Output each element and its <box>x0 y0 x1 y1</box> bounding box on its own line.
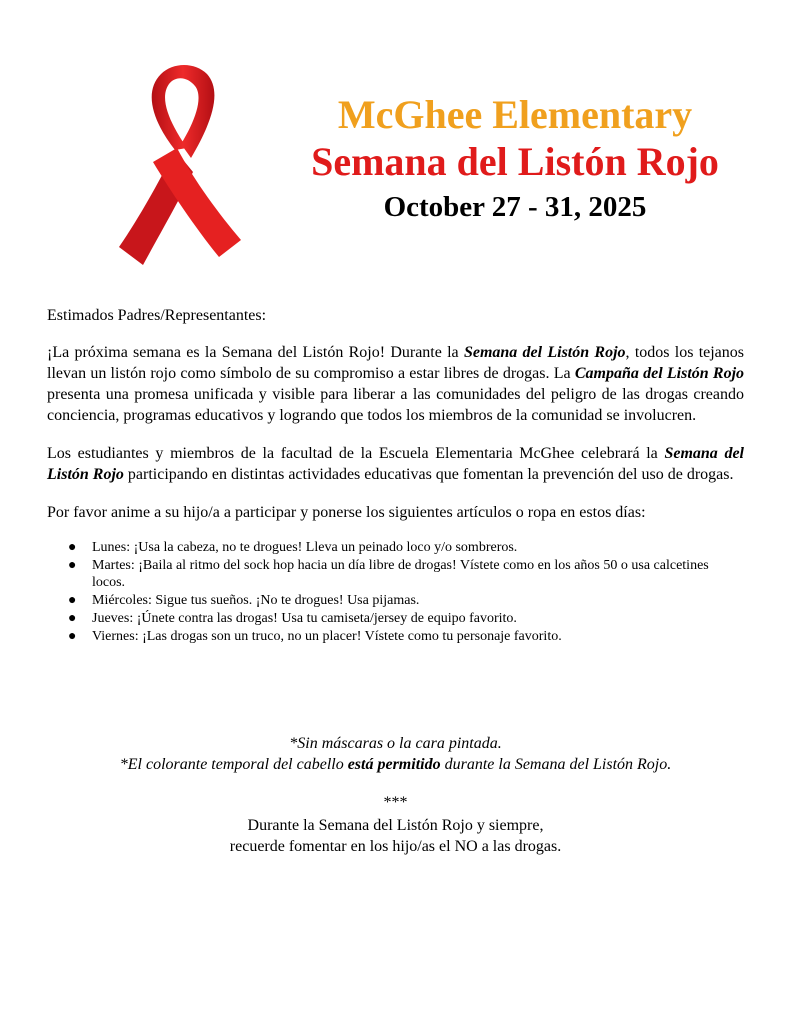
paragraph-1 <box>47 342 744 426</box>
red-ribbon-icon <box>113 62 243 267</box>
event-title: Semana del Listón Rojo <box>311 139 719 184</box>
p1-text-e: presenta una promesa unificada y visible para liberar a las comunidades del peligro de las drogas creando conciencia, programas educativos y logrando que todos los miembros de la comunidad se involucren. <box>47 386 744 424</box>
bullet-icon: ● <box>68 540 77 555</box>
event-dates: October 27 - 31, 2025 <box>383 191 647 223</box>
bullet-icon: ● <box>68 593 77 608</box>
note-text-a: *El colorante temporal del cabello <box>119 756 348 773</box>
bullet-icon: ● <box>68 611 77 626</box>
list-item <box>68 628 744 645</box>
days-list <box>47 539 744 645</box>
closing-line-1: Durante la Semana del Listón Rojo y siempre, <box>247 817 544 834</box>
day-text: Lunes: ¡Usa la cabeza, no te drogues! Lleva un peinado loco y/o sombreros. <box>92 540 518 555</box>
header <box>280 92 750 226</box>
paragraph-3: Por favor anime a su hijo/a a participar y ponerse los siguientes artículos o ropa en estos días: <box>47 504 646 521</box>
day-text: Miércoles: Sigue tus sueños. ¡No te drogues! Usa pijamas. <box>92 593 420 608</box>
day-text: Jueves: ¡Únete contra las drogas! Usa tu camiseta/jersey de equipo favorito. <box>92 611 517 626</box>
note-emphasis: está permitido <box>347 756 441 773</box>
p2-text-c: participando en distintas actividades educativas que fomentan la prevención del uso de drogas. <box>123 466 734 483</box>
p2-text-a: Los estudiantes y miembros de la facultad de la Escuela Elementaria McGhee celebrará la <box>47 445 665 462</box>
list-item <box>68 539 744 556</box>
paragraph-2 <box>47 443 744 485</box>
list-item <box>68 557 744 591</box>
separator-stars: *** <box>383 794 408 811</box>
list-item <box>68 592 744 609</box>
letter-body <box>47 305 744 646</box>
p2-emphasis-b: Semana del Listón Rojo <box>47 445 745 483</box>
p1-text-a: ¡La próxima semana es la Semana del Listón Rojo! Durante la <box>47 344 464 361</box>
p1-emphasis-d: Campaña del Listón Rojo <box>574 365 745 382</box>
salutation: Estimados Padres/Representantes: <box>47 307 267 324</box>
p1-emphasis-b: Semana del Listón Rojo <box>463 344 626 361</box>
closing-line-2: recuerde fomentar en los hijo/as el NO a las drogas. <box>229 838 562 855</box>
note-masks: *Sin máscaras o la cara pintada. <box>289 735 502 752</box>
school-name: McGhee Elementary <box>337 92 693 137</box>
day-text: Martes: ¡Baila al ritmo del sock hop hacia un día libre de drogas! Vístete como en los años 50 o usa calcetines locos. <box>92 558 709 590</box>
day-text: Viernes: ¡Las drogas son un truco, no un placer! Vístete como tu personaje favorito. <box>92 629 562 644</box>
note-text-c: durante la Semana del Listón Rojo. <box>440 756 672 773</box>
note-hair-color <box>47 754 744 775</box>
notes <box>47 733 744 775</box>
closing <box>47 792 744 857</box>
bullet-icon: ● <box>68 629 77 644</box>
p1-text-c: , todos los tejanos llevan un listón rojo como símbolo de su compromiso a estar libres de drogas. La <box>47 344 745 382</box>
bullet-icon: ● <box>68 558 77 573</box>
list-item <box>68 610 744 627</box>
